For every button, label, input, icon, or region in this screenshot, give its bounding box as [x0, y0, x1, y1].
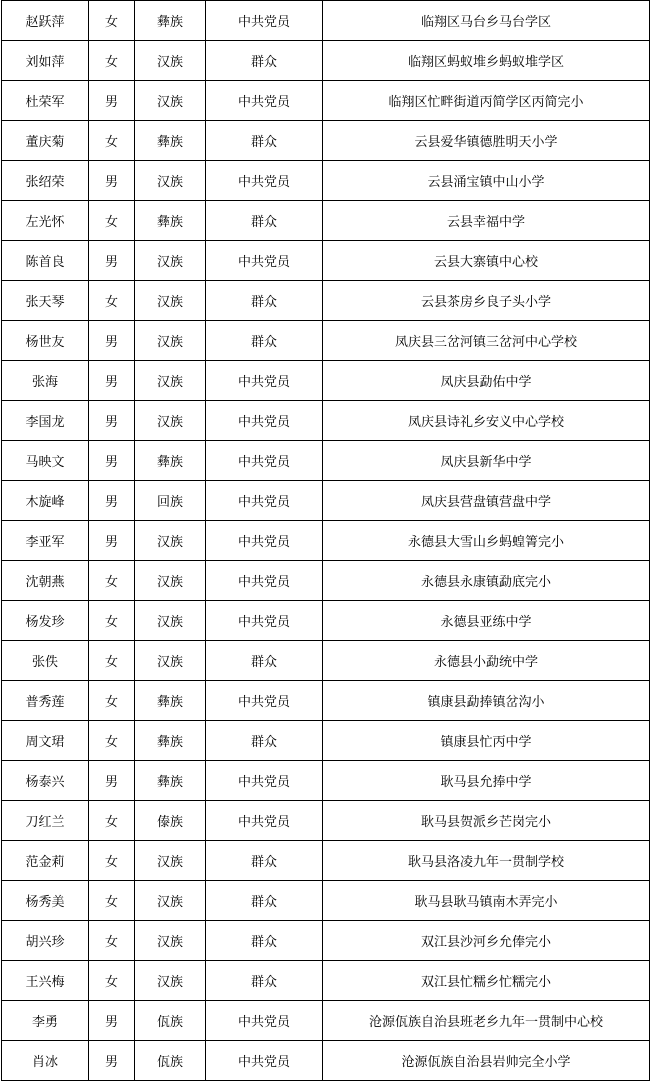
name-cell: 杜荣军 — [2, 81, 89, 121]
sex-cell: 男 — [89, 321, 135, 361]
table-row — [2, 41, 650, 81]
work-unit-cell: 云县涌宝镇中山小学 — [323, 161, 650, 201]
name-cell: 沈朝燕 — [2, 561, 89, 601]
sex-cell: 女 — [89, 681, 135, 721]
work-unit-cell: 永德县永康镇勐底完小 — [323, 561, 650, 601]
political-status-cell: 中共党员 — [206, 1041, 323, 1081]
work-unit-cell: 临翔区蚂蚁堆乡蚂蚁堆学区 — [323, 41, 650, 81]
political-status-cell: 群众 — [206, 921, 323, 961]
ethnicity-cell: 佤族 — [135, 1001, 206, 1041]
table-row — [2, 121, 650, 161]
name-cell: 肖冰 — [2, 1041, 89, 1081]
political-status-cell: 中共党员 — [206, 1001, 323, 1041]
table-row — [2, 721, 650, 761]
name-cell: 陈首良 — [2, 241, 89, 281]
sex-cell: 男 — [89, 1041, 135, 1081]
name-cell: 木旋峰 — [2, 481, 89, 521]
name-cell: 胡兴珍 — [2, 921, 89, 961]
ethnicity-cell: 彝族 — [135, 761, 206, 801]
sex-cell: 女 — [89, 41, 135, 81]
work-unit-cell: 双江县忙糯乡忙糯完小 — [323, 961, 650, 1001]
table-row — [2, 441, 650, 481]
name-cell: 赵跃萍 — [2, 1, 89, 41]
work-unit-cell: 沧源佤族自治县班老乡九年一贯制中心校 — [323, 1001, 650, 1041]
political-status-cell: 群众 — [206, 881, 323, 921]
name-cell: 张天琴 — [2, 281, 89, 321]
ethnicity-cell: 回族 — [135, 481, 206, 521]
sex-cell: 女 — [89, 961, 135, 1001]
sex-cell: 女 — [89, 201, 135, 241]
sex-cell: 男 — [89, 521, 135, 561]
sex-cell: 男 — [89, 161, 135, 201]
table-row — [2, 881, 650, 921]
ethnicity-cell: 汉族 — [135, 521, 206, 561]
table-row — [2, 921, 650, 961]
ethnicity-cell: 汉族 — [135, 601, 206, 641]
ethnicity-cell: 汉族 — [135, 561, 206, 601]
political-status-cell: 中共党员 — [206, 441, 323, 481]
political-status-cell: 群众 — [206, 841, 323, 881]
table-row — [2, 801, 650, 841]
political-status-cell: 群众 — [206, 721, 323, 761]
political-status-cell: 中共党员 — [206, 801, 323, 841]
table-row — [2, 241, 650, 281]
political-status-cell: 群众 — [206, 41, 323, 81]
table-row — [2, 961, 650, 1001]
work-unit-cell: 云县幸福中学 — [323, 201, 650, 241]
ethnicity-cell: 汉族 — [135, 161, 206, 201]
political-status-cell: 中共党员 — [206, 481, 323, 521]
name-cell: 李勇 — [2, 1001, 89, 1041]
personnel-table — [1, 0, 650, 1081]
work-unit-cell: 云县大寨镇中心校 — [323, 241, 650, 281]
table-row — [2, 481, 650, 521]
name-cell: 杨泰兴 — [2, 761, 89, 801]
sex-cell: 男 — [89, 761, 135, 801]
table-row — [2, 361, 650, 401]
name-cell: 李国龙 — [2, 401, 89, 441]
work-unit-cell: 凤庆县三岔河镇三岔河中心学校 — [323, 321, 650, 361]
sex-cell: 男 — [89, 1001, 135, 1041]
table-row — [2, 1, 650, 41]
work-unit-cell: 耿马县贺派乡芒岗完小 — [323, 801, 650, 841]
ethnicity-cell: 汉族 — [135, 241, 206, 281]
name-cell: 普秀莲 — [2, 681, 89, 721]
ethnicity-cell: 汉族 — [135, 41, 206, 81]
table-row — [2, 521, 650, 561]
ethnicity-cell: 彝族 — [135, 121, 206, 161]
work-unit-cell: 临翔区忙畔街道丙简学区丙简完小 — [323, 81, 650, 121]
table-row — [2, 201, 650, 241]
sex-cell: 男 — [89, 241, 135, 281]
sex-cell: 女 — [89, 881, 135, 921]
work-unit-cell: 凤庆县营盘镇营盘中学 — [323, 481, 650, 521]
name-cell: 张佚 — [2, 641, 89, 681]
work-unit-cell: 永德县小勐统中学 — [323, 641, 650, 681]
ethnicity-cell: 彝族 — [135, 681, 206, 721]
sex-cell: 女 — [89, 281, 135, 321]
political-status-cell: 群众 — [206, 121, 323, 161]
ethnicity-cell: 汉族 — [135, 281, 206, 321]
table-row — [2, 601, 650, 641]
sex-cell: 男 — [89, 441, 135, 481]
table-body — [2, 1, 650, 1081]
name-cell: 杨发珍 — [2, 601, 89, 641]
ethnicity-cell: 汉族 — [135, 81, 206, 121]
political-status-cell: 中共党员 — [206, 1, 323, 41]
table-row — [2, 681, 650, 721]
work-unit-cell: 云县爱华镇德胜明天小学 — [323, 121, 650, 161]
work-unit-cell: 双江县沙河乡允俸完小 — [323, 921, 650, 961]
work-unit-cell: 凤庆县勐佑中学 — [323, 361, 650, 401]
political-status-cell: 中共党员 — [206, 521, 323, 561]
ethnicity-cell: 汉族 — [135, 401, 206, 441]
name-cell: 周文珺 — [2, 721, 89, 761]
table-row — [2, 81, 650, 121]
work-unit-cell: 耿马县洛凌九年一贯制学校 — [323, 841, 650, 881]
work-unit-cell: 云县茶房乡良子头小学 — [323, 281, 650, 321]
work-unit-cell: 临翔区马台乡马台学区 — [323, 1, 650, 41]
work-unit-cell: 凤庆县新华中学 — [323, 441, 650, 481]
table-row — [2, 161, 650, 201]
work-unit-cell: 沧源佤族自治县岩帅完全小学 — [323, 1041, 650, 1081]
work-unit-cell: 耿马县耿马镇南木弄完小 — [323, 881, 650, 921]
sex-cell: 女 — [89, 1, 135, 41]
name-cell: 王兴梅 — [2, 961, 89, 1001]
political-status-cell: 中共党员 — [206, 361, 323, 401]
ethnicity-cell: 汉族 — [135, 961, 206, 1001]
table-row — [2, 761, 650, 801]
name-cell: 杨世友 — [2, 321, 89, 361]
ethnicity-cell: 汉族 — [135, 361, 206, 401]
political-status-cell: 群众 — [206, 321, 323, 361]
table-row — [2, 1001, 650, 1041]
ethnicity-cell: 佤族 — [135, 1041, 206, 1081]
name-cell: 杨秀美 — [2, 881, 89, 921]
sex-cell: 女 — [89, 121, 135, 161]
sex-cell: 女 — [89, 721, 135, 761]
table-row — [2, 641, 650, 681]
ethnicity-cell: 彝族 — [135, 441, 206, 481]
sex-cell: 男 — [89, 361, 135, 401]
sex-cell: 男 — [89, 481, 135, 521]
political-status-cell: 中共党员 — [206, 561, 323, 601]
table-row — [2, 401, 650, 441]
sex-cell: 女 — [89, 561, 135, 601]
political-status-cell: 中共党员 — [206, 761, 323, 801]
table-row — [2, 321, 650, 361]
name-cell: 马映文 — [2, 441, 89, 481]
work-unit-cell: 耿马县允捧中学 — [323, 761, 650, 801]
political-status-cell: 群众 — [206, 961, 323, 1001]
political-status-cell: 中共党员 — [206, 681, 323, 721]
political-status-cell: 群众 — [206, 201, 323, 241]
sex-cell: 女 — [89, 841, 135, 881]
sex-cell: 女 — [89, 921, 135, 961]
sex-cell: 女 — [89, 601, 135, 641]
political-status-cell: 群众 — [206, 641, 323, 681]
ethnicity-cell: 汉族 — [135, 841, 206, 881]
table-row — [2, 561, 650, 601]
sex-cell: 男 — [89, 401, 135, 441]
sex-cell: 男 — [89, 81, 135, 121]
ethnicity-cell: 汉族 — [135, 321, 206, 361]
name-cell: 李亚军 — [2, 521, 89, 561]
political-status-cell: 中共党员 — [206, 161, 323, 201]
political-status-cell: 中共党员 — [206, 401, 323, 441]
sex-cell: 女 — [89, 641, 135, 681]
ethnicity-cell: 汉族 — [135, 921, 206, 961]
sex-cell: 女 — [89, 801, 135, 841]
table-row — [2, 1041, 650, 1081]
name-cell: 范金莉 — [2, 841, 89, 881]
table-row — [2, 281, 650, 321]
ethnicity-cell: 彝族 — [135, 721, 206, 761]
work-unit-cell: 永德县亚练中学 — [323, 601, 650, 641]
name-cell: 左光怀 — [2, 201, 89, 241]
ethnicity-cell: 彝族 — [135, 201, 206, 241]
name-cell: 张绍荣 — [2, 161, 89, 201]
work-unit-cell: 凤庆县诗礼乡安义中心学校 — [323, 401, 650, 441]
name-cell: 刘如萍 — [2, 41, 89, 81]
ethnicity-cell: 汉族 — [135, 641, 206, 681]
name-cell: 董庆菊 — [2, 121, 89, 161]
work-unit-cell: 镇康县忙丙中学 — [323, 721, 650, 761]
name-cell: 刀红兰 — [2, 801, 89, 841]
work-unit-cell: 永德县大雪山乡蚂蝗箐完小 — [323, 521, 650, 561]
table-row — [2, 841, 650, 881]
political-status-cell: 群众 — [206, 281, 323, 321]
political-status-cell: 中共党员 — [206, 241, 323, 281]
political-status-cell: 中共党员 — [206, 601, 323, 641]
ethnicity-cell: 汉族 — [135, 881, 206, 921]
name-cell: 张海 — [2, 361, 89, 401]
political-status-cell: 中共党员 — [206, 81, 323, 121]
work-unit-cell: 镇康县勐捧镇岔沟小 — [323, 681, 650, 721]
ethnicity-cell: 彝族 — [135, 1, 206, 41]
ethnicity-cell: 傣族 — [135, 801, 206, 841]
